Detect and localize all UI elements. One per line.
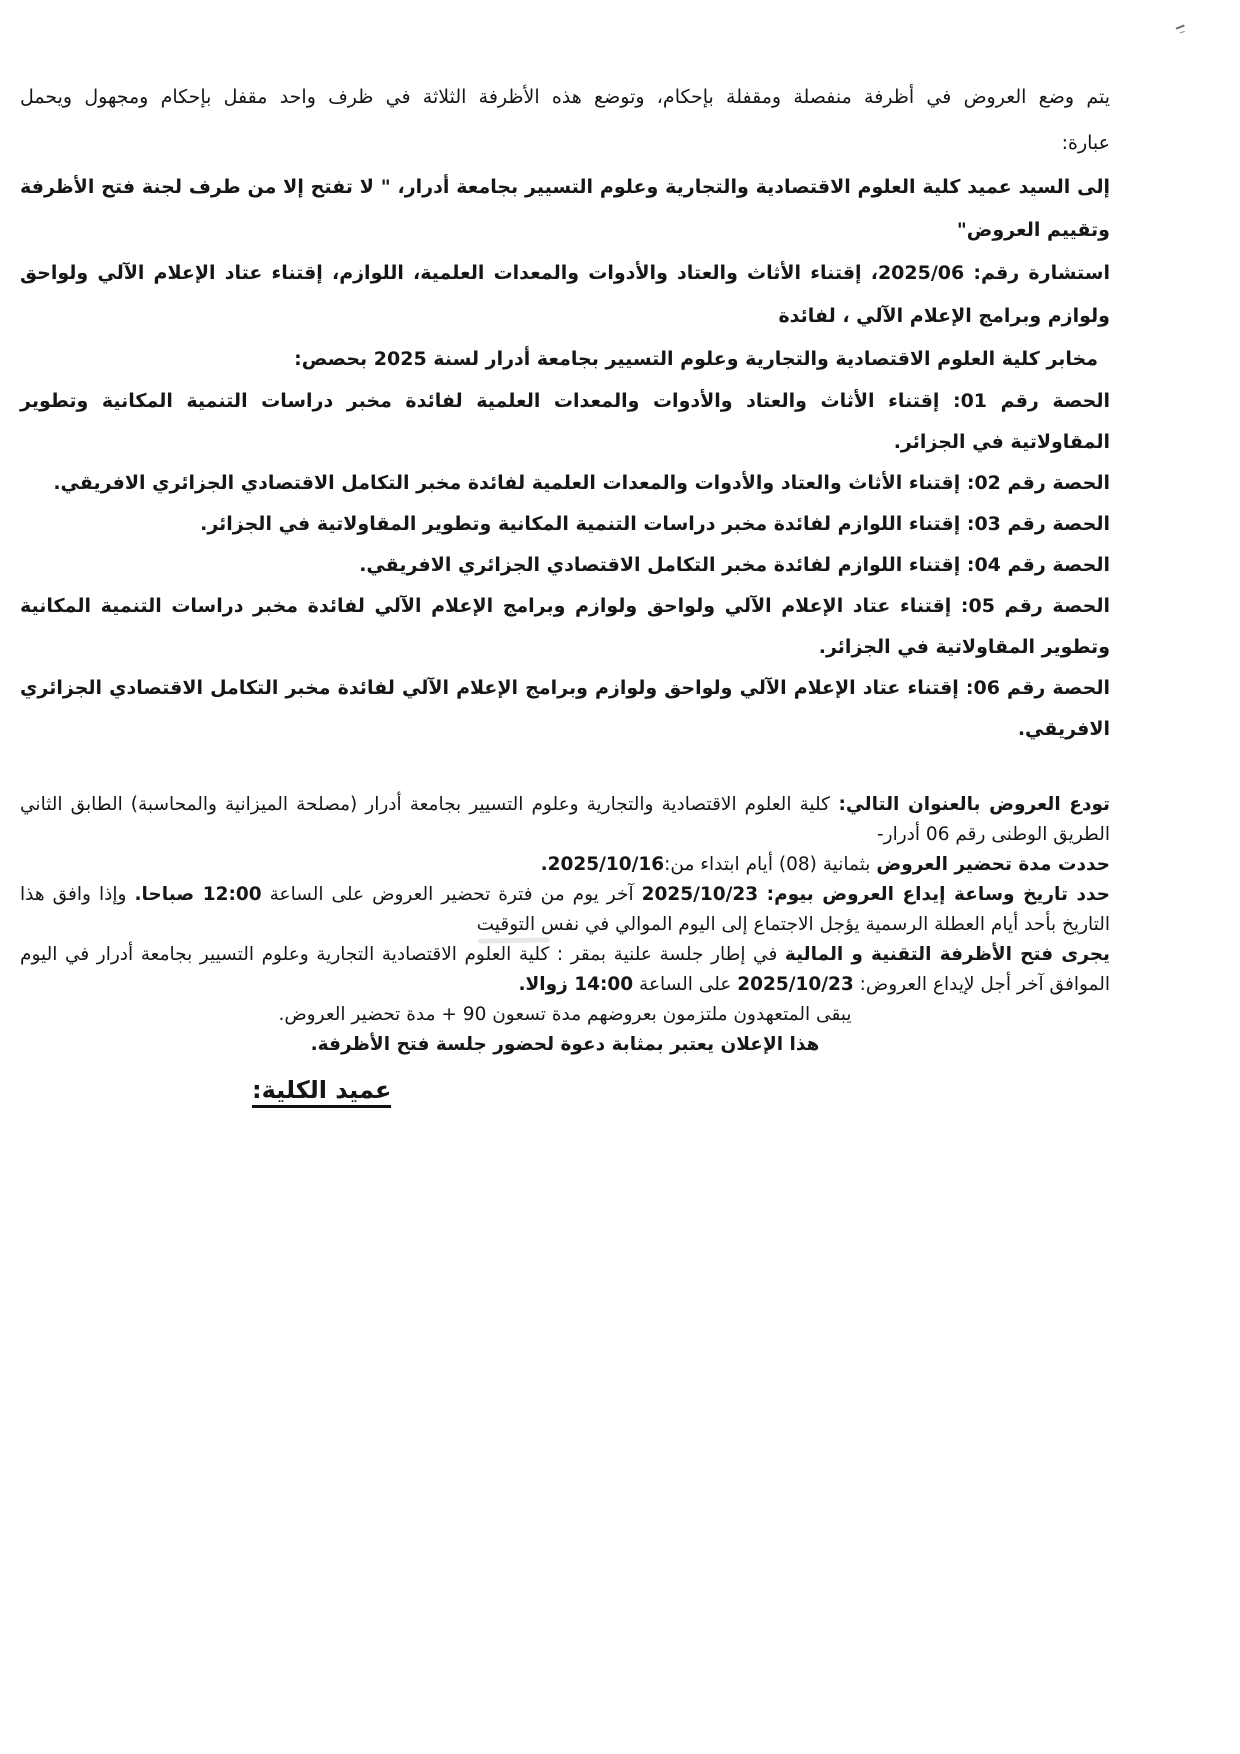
lot-description: إقتناء اللوازم لفائدة مخبر التكامل الاقتصادي الجزائري الافريقي.	[359, 554, 967, 576]
preparation-body: بثمانية (08) أيام ابتداء من:	[664, 854, 877, 875]
consultation-rest: ، إقتناء الأثاث والعتاد والأدوات والمعدات العلمية، اللوازم، إقتناء عتاد الإعلام الآلي ولواحق ولوازم وبرامج الإعلام الآلي ، لفائدة	[20, 262, 1110, 327]
lot-item-05	[20, 586, 1110, 668]
submission-date: 2025/10/23	[641, 884, 759, 905]
opening-time: 14:00 زوالا.	[518, 974, 634, 995]
lot-number: الحصة رقم 05:	[960, 595, 1111, 617]
lot-description: إقتناء عتاد الإعلام الآلي ولواحق ولوازم وبرامج الإعلام الآلي لفائدة مخبر التكامل الاقتصادي الجزائري الافريقي.	[20, 677, 1110, 740]
opening-date: 2025/10/23	[737, 974, 854, 995]
lot-description: إقتناء الأثاث والعتاد والأدوات والمعدات العلمية لفائدة مخبر دراسات التنمية المكانية وتطوير المقاولاتية في الجزائر.	[20, 390, 1110, 453]
deposit-address-paragraph	[20, 790, 1110, 850]
lots-list	[20, 381, 1110, 750]
lot-number: الحصة رقم 02:	[966, 472, 1110, 494]
lot-item-02	[20, 463, 1110, 504]
opening-body: في إطار جلسة علنية بمقر : كلية العلوم الاقتصادية التجارية وعلوم التسيير بجامعة أدرار في اليوم الموافق آخر أجل لإيداع العروض:	[20, 944, 1110, 995]
conditions-section	[20, 790, 1110, 1060]
consultation-number: 2025/06	[877, 262, 965, 284]
consultation-label: استشارة رقم:	[964, 262, 1110, 284]
preparation-label: حددت مدة تحضير العروض	[876, 854, 1110, 875]
submission-holiday-note: وإذا وافق هذا التاريخ بأحد أيام العطلة الرسمية يؤجل الاجتماع إلى اليوم الموالي في نفس التوقيت	[20, 884, 1110, 935]
lot-number: الحصة رقم 01:	[952, 390, 1111, 412]
lot-item-06	[20, 668, 1110, 750]
lot-number: الحصة رقم 03:	[966, 513, 1110, 535]
opening-label: يجرى فتح الأظرفة التقنية و المالية	[784, 944, 1110, 965]
preparation-start-date: 2025/10/16.	[540, 854, 665, 875]
deposit-address: كلية العلوم الاقتصادية والتجارية وعلوم التسيير بجامعة أدرار (مصلحة الميزانية والمحاسبة) الطابق الثاني الطريق الوطنى رقم 06 أدرار-	[20, 794, 1110, 845]
opening-body-2: على الساعة	[633, 974, 738, 995]
preparation-period-paragraph	[20, 850, 1110, 880]
envelope-instruction-paragraph: يتم وضع العروض في أظرفة منفصلة ومقفلة بإحكام، وتوضع هذه الأظرفة الثلاثة في ظرف واحد مقفل بإحكام ومجهول ويحمل عبارة:	[20, 86, 1110, 154]
submission-label: حدد تاريخ وساعة إيداع العروض بيوم:	[758, 884, 1111, 905]
lot-description: إقتناء عتاد الإعلام الآلي ولواحق ولوازم وبرامج الإعلام الآلي لفائدة مخبر دراسات التنمية المكانية وتطوير المقاولاتية في الجزائر.	[20, 595, 1110, 658]
recipient-line: إلى السيد عميد كلية العلوم الاقتصادية والتجارية وعلوم التسيير بجامعة أدرار، " لا تفتح إلا من طرف لجنة فتح الأظرفة وتقييم العروض"	[20, 176, 1110, 241]
signature-block	[20, 1076, 1110, 1108]
submission-time: 12:00 صباحا.	[134, 884, 262, 905]
lot-description: إقتناء اللوازم لفائدة مخبر دراسات التنمية المكانية وتطوير المقاولاتية في الجزائر.	[200, 513, 967, 535]
opening-session-paragraph	[20, 940, 1110, 1000]
consultation-line	[20, 252, 1110, 338]
offer-validity-line: يبقى المتعهدون ملتزمون بعروضهم مدة تسعون 90 + مدة تحضير العروض.	[278, 1004, 852, 1025]
dean-signature-title: عميد الكلية:	[252, 1076, 391, 1108]
lot-item-03	[20, 504, 1110, 545]
lot-item-01	[20, 381, 1110, 463]
lot-item-04	[20, 545, 1110, 586]
lot-number: الحصة رقم 06:	[965, 677, 1110, 699]
invitation-line: هذا الإعلان يعتبر بمثابة دعوة لحضور جلسة فتح الأظرفة.	[310, 1034, 820, 1055]
submission-deadline-paragraph	[20, 880, 1110, 940]
deposit-label: تودع العروض بالعنوان التالي:	[829, 794, 1110, 815]
lot-number: الحصة رقم 04:	[966, 554, 1110, 576]
lot-description: إقتناء الأثاث والعتاد والأدوات والمعدات العلمية لفائدة مخبر التكامل الاقتصادي الجزائري الافريقي.	[53, 472, 967, 494]
submission-body: آخر يوم من فترة تحضير العروض على الساعة	[261, 884, 642, 905]
beneficiary-line: مخابر كلية العلوم الاقتصادية والتجارية وعلوم التسيير بجامعة أدرار لسنة 2025 بحصص:	[294, 348, 1098, 370]
